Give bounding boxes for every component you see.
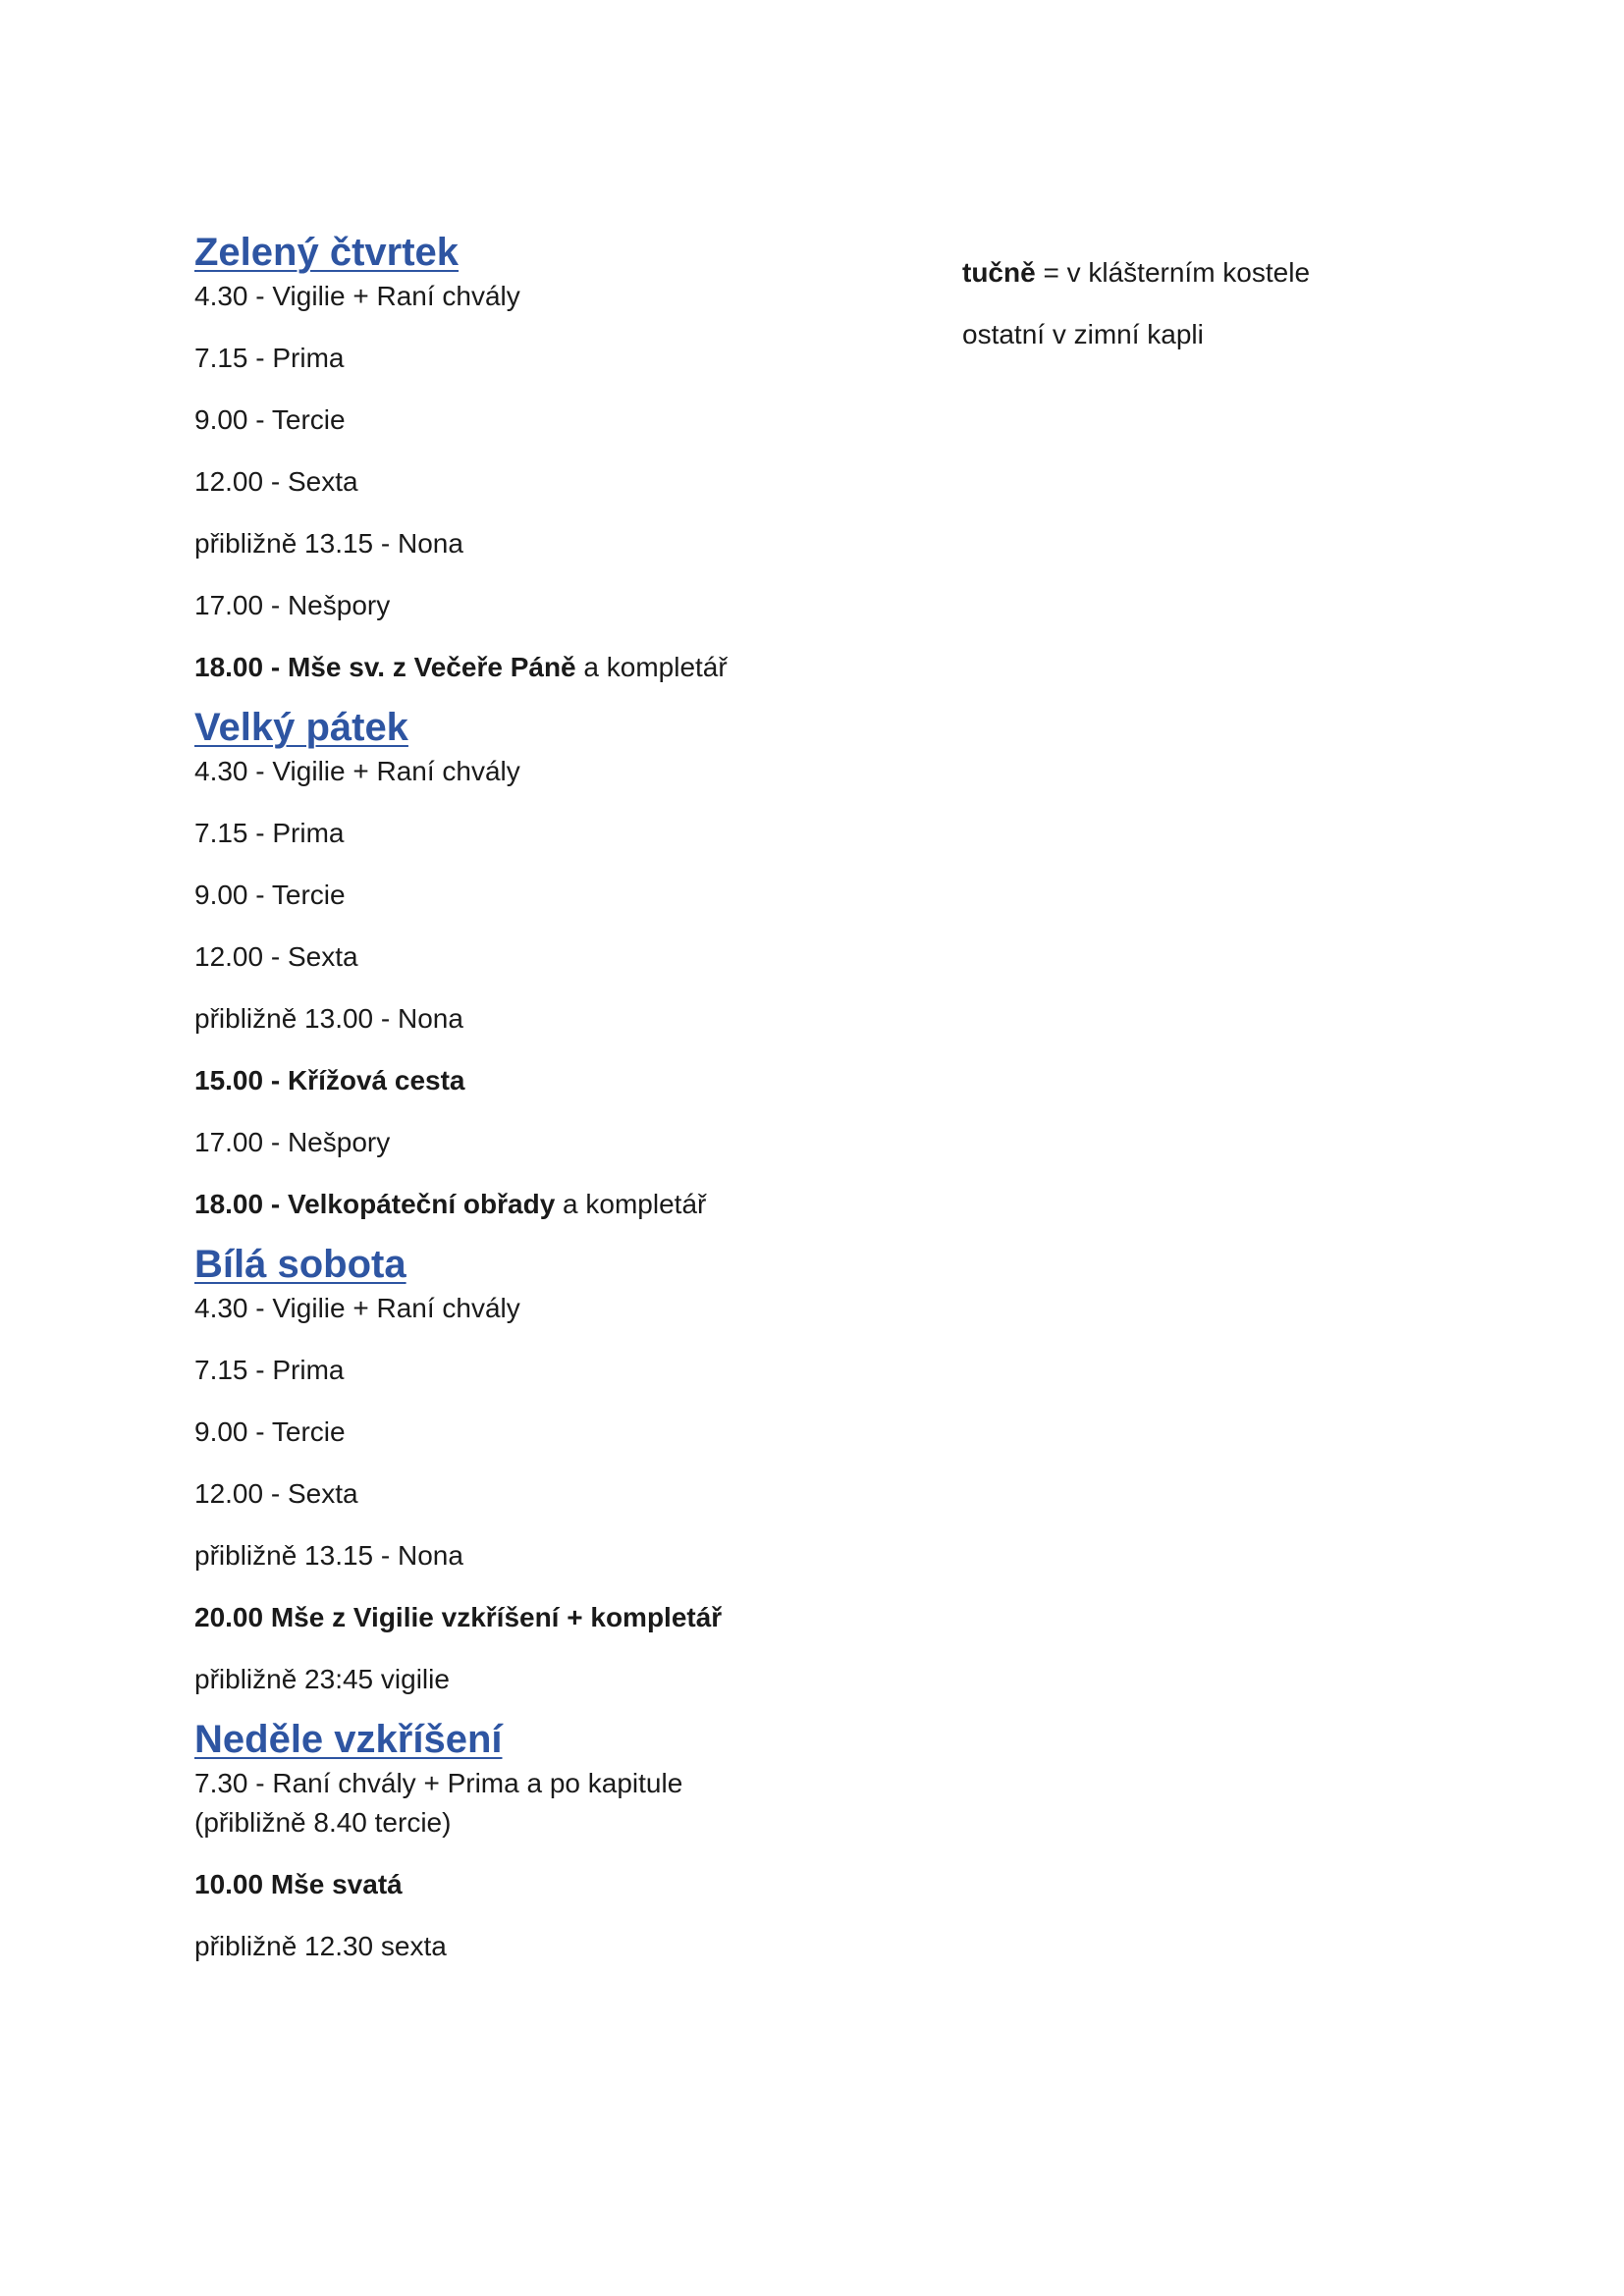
section-heading: Zelený čtvrtek <box>194 231 460 274</box>
schedule-entry: 12.00 - Sexta <box>194 466 358 497</box>
schedule-entry: 7.15 - Prima <box>194 343 345 373</box>
schedule-entry: 12.00 - Sexta <box>194 941 358 972</box>
schedule-entry: 17.00 - Nešpory <box>194 1127 391 1157</box>
legend-other-note: ostatní v zimní kapli <box>962 319 1204 349</box>
section-heading: Velký pátek <box>194 706 408 749</box>
schedule-entry: 7.30 - Raní chvály + Prima a po kapitule <box>194 1768 683 1798</box>
schedule-entry: (přibližně 8.40 tercie) <box>194 1807 452 1838</box>
section-nedele-vzkriseni <box>194 1715 941 1966</box>
legend-bold-description: = v klášterním kostele <box>1035 257 1311 288</box>
schedule-entry: 20.00 Mše z Vigilie vzkříšení + kompletář <box>194 1602 723 1632</box>
section-zeleny-ctvrtek <box>194 228 941 687</box>
schedule-entry: přibližně 23:45 vigilie <box>194 1664 450 1694</box>
legend-bold-note <box>962 253 1551 293</box>
schedule-entry: přibližně 13.00 - Nona <box>194 1003 463 1034</box>
schedule-entry: 4.30 - Vigilie + Raní chvály <box>194 756 520 786</box>
schedule-entry: 12.00 - Sexta <box>194 1478 358 1509</box>
schedule-entry: 4.30 - Vigilie + Raní chvály <box>194 281 520 311</box>
section-heading: Bílá sobota <box>194 1243 406 1286</box>
schedule-entry: 10.00 Mše svatá <box>194 1869 403 1899</box>
section-velky-patek <box>194 703 941 1224</box>
schedule-entry: 7.15 - Prima <box>194 1355 345 1385</box>
section-bila-sobota <box>194 1240 941 1699</box>
legend-column <box>962 253 1551 377</box>
schedule-entry: 17.00 - Nešpory <box>194 590 391 620</box>
schedule-entry: 15.00 - Křížová cesta <box>194 1065 465 1095</box>
schedule-entry: přibližně 13.15 - Nona <box>194 1540 463 1571</box>
schedule-entry: 18.00 - Velkopáteční obřady a kompletář <box>194 1189 707 1219</box>
schedule-entry: 9.00 - Tercie <box>194 1416 346 1447</box>
schedule-entry: 18.00 - Mše sv. z Večeře Páně a kompletář <box>194 652 728 682</box>
legend-bold-word: tučně <box>962 257 1036 288</box>
schedule-entry: 4.30 - Vigilie + Raní chvály <box>194 1293 520 1323</box>
schedule-entry: 9.00 - Tercie <box>194 880 346 910</box>
section-heading: Neděle vzkříšení <box>194 1718 503 1761</box>
schedule-entry: 9.00 - Tercie <box>194 404 346 435</box>
schedule-column <box>194 228 941 1989</box>
schedule-entry: přibližně 12.30 sexta <box>194 1931 447 1961</box>
schedule-entry: 7.15 - Prima <box>194 818 345 848</box>
schedule-entry: přibližně 13.15 - Nona <box>194 528 463 559</box>
